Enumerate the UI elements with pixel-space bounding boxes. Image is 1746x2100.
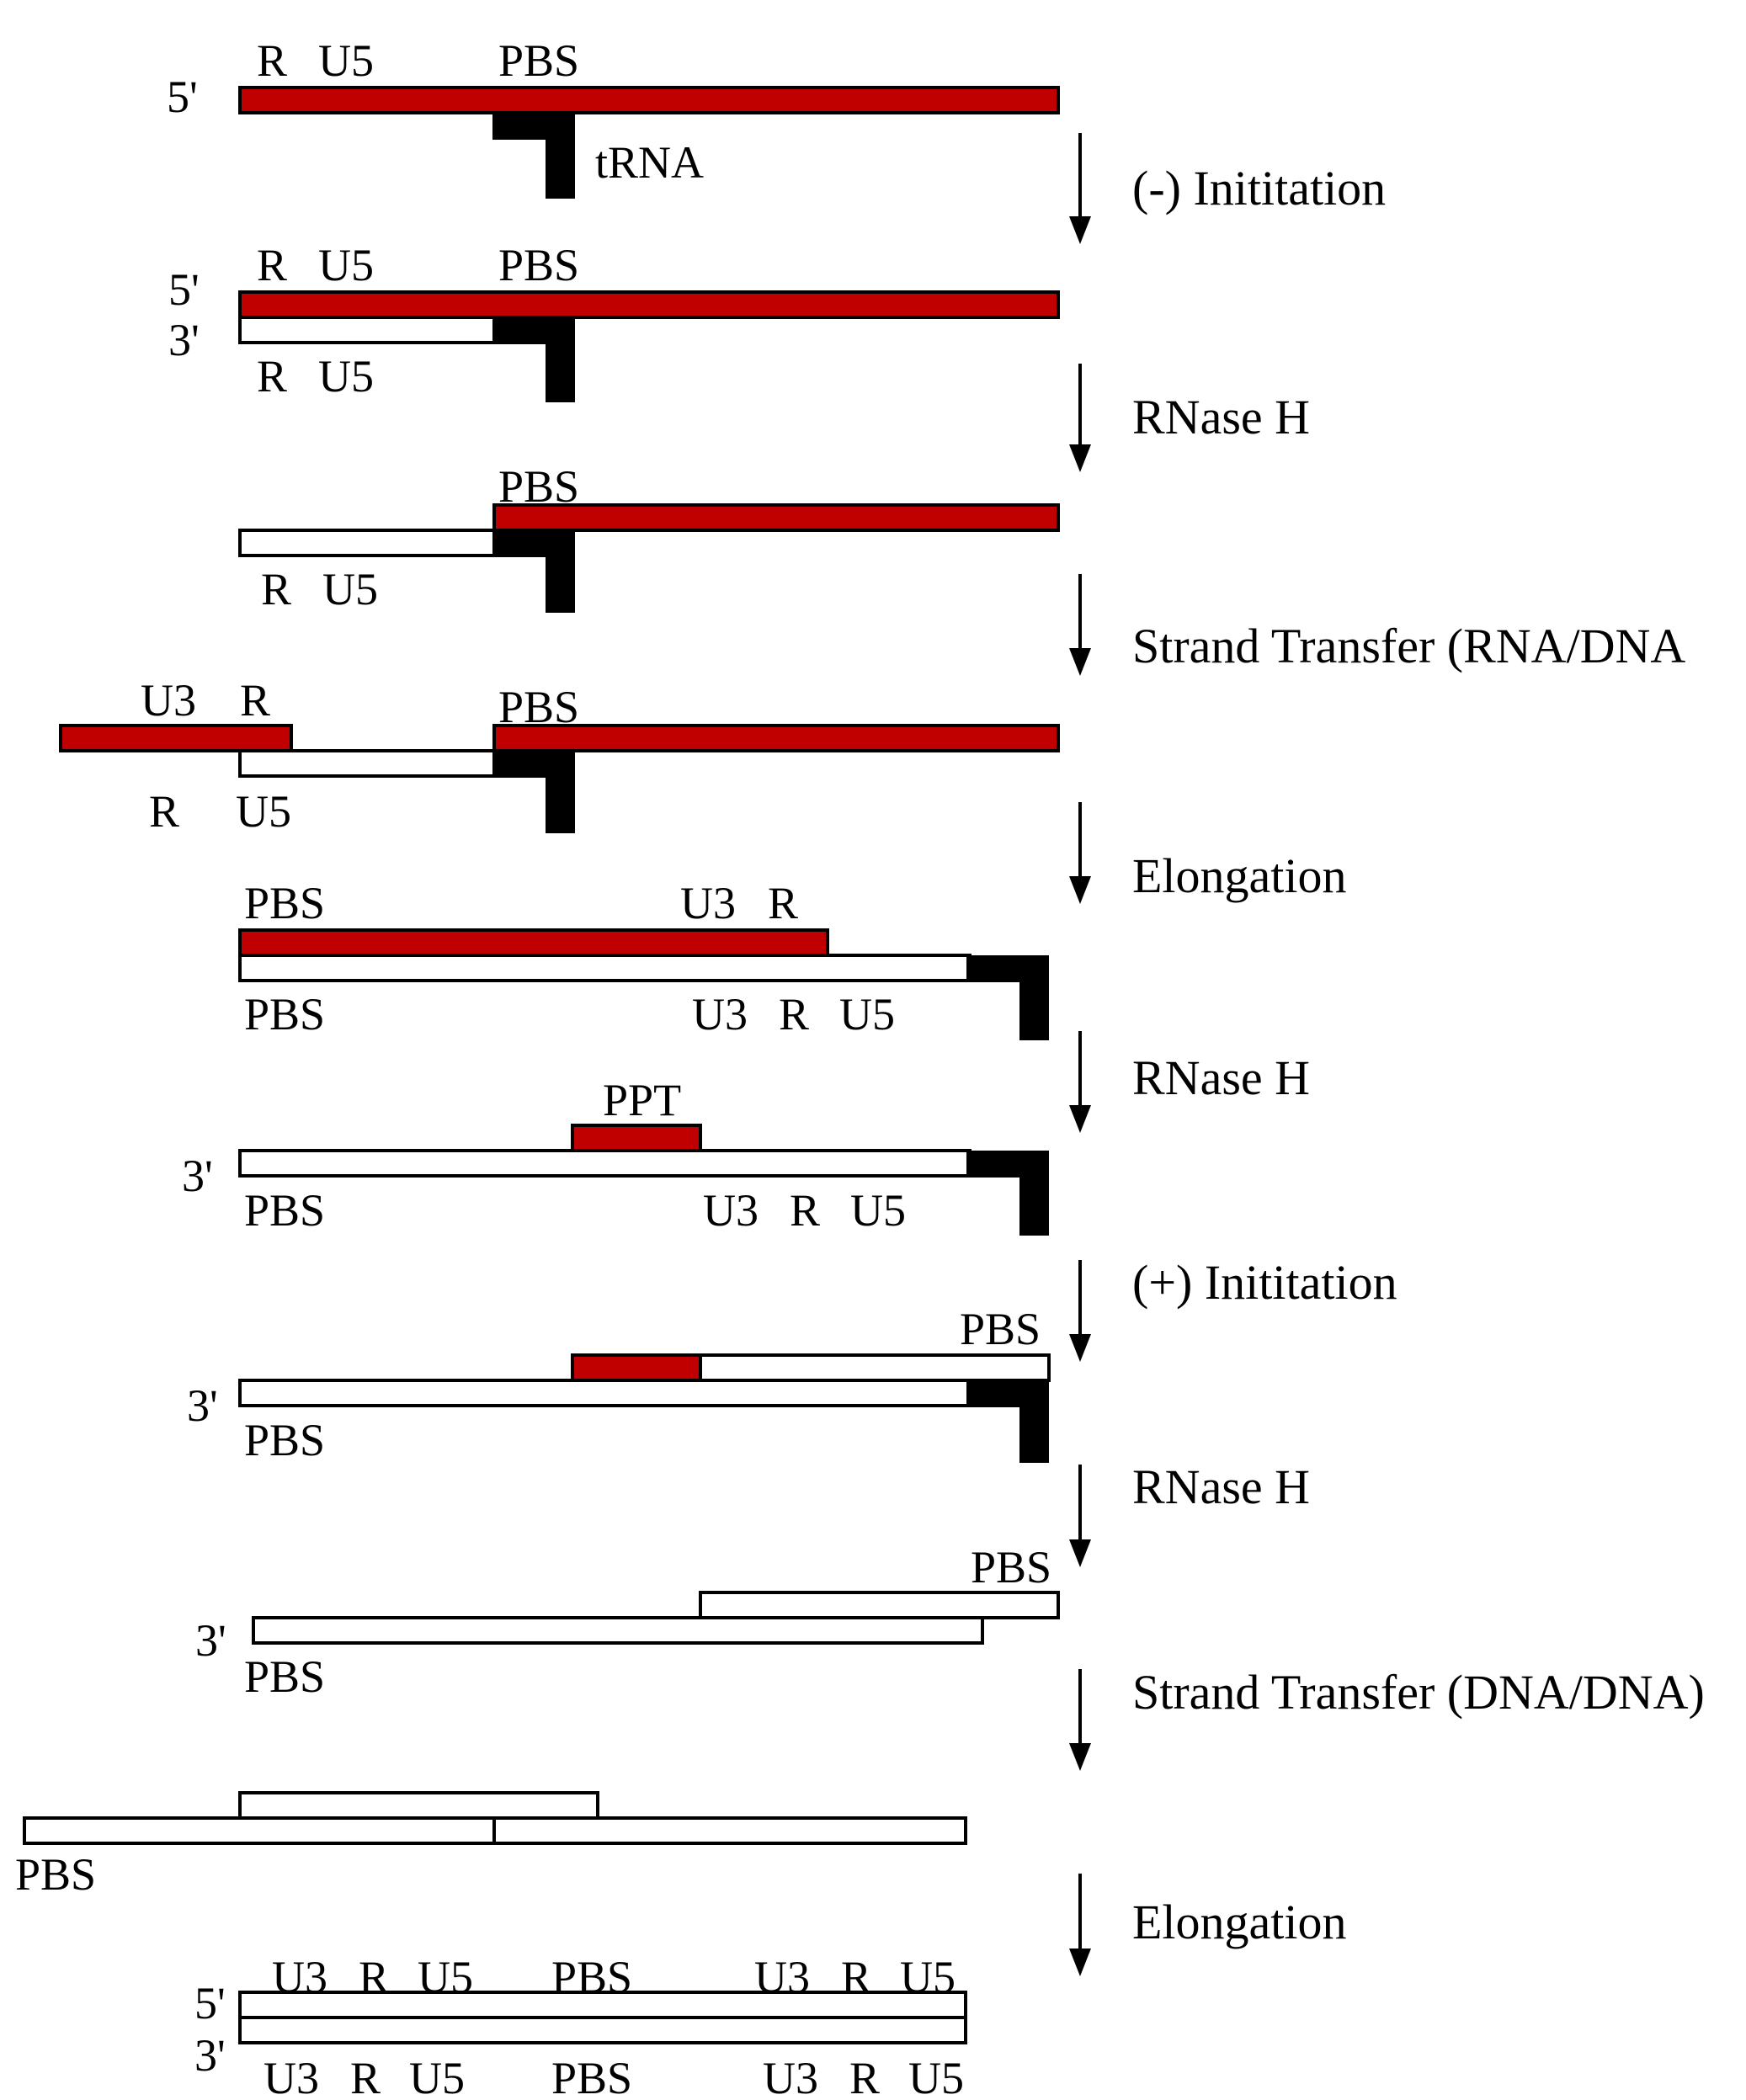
region-label-u5: U5 bbox=[236, 786, 291, 837]
region-label-pbs: PBS bbox=[498, 682, 580, 732]
trna-primer bbox=[966, 1380, 1049, 1463]
region-label-r: R bbox=[261, 564, 292, 614]
end-label-3prime: 3' bbox=[182, 1151, 213, 1201]
minus-strand-dna-right bbox=[494, 1818, 966, 1843]
region-label-u5: U5 bbox=[409, 2053, 465, 2100]
arrow-head bbox=[1069, 1948, 1091, 1976]
minus-strand-dna bbox=[240, 317, 496, 343]
step-label: RNase H bbox=[1132, 1050, 1311, 1105]
region-label-u5: U5 bbox=[318, 35, 374, 86]
region-label-pbs: PBS bbox=[244, 1415, 326, 1465]
step-1 bbox=[1069, 133, 1386, 244]
arrow-head bbox=[1069, 648, 1091, 676]
region-label-r: R bbox=[257, 240, 288, 290]
region-label-u3: U3 bbox=[272, 1952, 327, 2002]
region-label-pbs: PBS bbox=[15, 1849, 97, 1900]
ppt-rna-fragment bbox=[572, 1125, 700, 1151]
region-label-r: R bbox=[779, 989, 810, 1039]
arrow-head bbox=[1069, 1743, 1091, 1771]
plus-strand-dna bbox=[700, 1355, 1049, 1380]
rna-strand bbox=[240, 930, 828, 955]
end-label-5prime: 5' bbox=[194, 1978, 226, 2028]
ppt-rna-primer bbox=[572, 1355, 700, 1380]
region-label-r: R bbox=[240, 675, 271, 726]
region-label-pbs: PBS bbox=[244, 989, 326, 1039]
trna-primer bbox=[492, 317, 575, 402]
region-label-pbs: PBS bbox=[551, 1952, 633, 2002]
stage-9 bbox=[15, 1793, 966, 1900]
step-label: RNase H bbox=[1132, 1459, 1311, 1514]
step-6 bbox=[1069, 1255, 1397, 1362]
region-label-pbs: PBS bbox=[498, 240, 580, 290]
region-label-pbs: PBS bbox=[551, 2053, 633, 2100]
region-label-u5: U5 bbox=[318, 240, 374, 290]
step-label: Strand Transfer (RNA/DNA bbox=[1132, 619, 1686, 673]
step-label: RNase H bbox=[1132, 390, 1311, 444]
region-label-r: R bbox=[359, 1952, 390, 2002]
region-label-r: R bbox=[841, 1952, 872, 2002]
step-label: (-) Inititation bbox=[1132, 161, 1387, 215]
minus-strand-dna bbox=[253, 1618, 982, 1643]
minus-strand-dna bbox=[240, 2018, 966, 2043]
region-label-u3: U3 bbox=[754, 1952, 810, 2002]
step-label: (+) Inititation bbox=[1132, 1255, 1397, 1310]
rna-strand bbox=[240, 292, 1058, 317]
rna-3prime-end bbox=[61, 726, 291, 751]
region-label-u5: U5 bbox=[900, 1952, 956, 2002]
minus-strand-dna-left bbox=[24, 1818, 494, 1843]
stage-2 bbox=[168, 240, 1058, 402]
plus-strand-dna bbox=[700, 1592, 1058, 1618]
step-5 bbox=[1069, 1031, 1310, 1133]
end-label-5prime: 5' bbox=[168, 264, 200, 315]
end-label-3prime: 3' bbox=[168, 315, 200, 365]
end-label-3prime: 3' bbox=[187, 1380, 218, 1431]
trna-primer bbox=[492, 751, 575, 833]
end-label-3prime: 3' bbox=[195, 1615, 226, 1666]
region-label-pbs: PBS bbox=[244, 1651, 326, 1702]
minus-strand-dna bbox=[240, 955, 970, 981]
region-label-pbs: PBS bbox=[498, 461, 580, 512]
step-3 bbox=[1069, 574, 1685, 676]
region-label-pbs: PBS bbox=[244, 878, 326, 928]
region-label-pbs: PBS bbox=[960, 1304, 1041, 1354]
arrow-head bbox=[1069, 1539, 1091, 1567]
region-label-u3: U3 bbox=[692, 989, 748, 1039]
region-label-u5: U5 bbox=[850, 1185, 906, 1236]
region-label-r: R bbox=[790, 1185, 821, 1236]
stage-5 bbox=[240, 878, 1049, 1040]
arrow-head bbox=[1069, 876, 1091, 904]
region-label-u5: U5 bbox=[418, 1952, 473, 2002]
region-label-pbs: PBS bbox=[971, 1542, 1052, 1592]
step-9 bbox=[1069, 1874, 1347, 1976]
stage-1 bbox=[167, 35, 1058, 199]
region-label-r: R bbox=[257, 351, 288, 401]
trna-primer bbox=[492, 530, 575, 613]
step-4 bbox=[1069, 802, 1347, 904]
minus-strand-dna bbox=[240, 751, 496, 776]
region-label-r: R bbox=[350, 2053, 381, 2100]
minus-strand-dna bbox=[240, 1151, 970, 1176]
region-label-u3: U3 bbox=[763, 2053, 818, 2100]
arrow-head bbox=[1069, 1334, 1091, 1362]
step-2 bbox=[1069, 364, 1310, 472]
region-label-u5: U5 bbox=[839, 989, 895, 1039]
region-label-u3: U3 bbox=[703, 1185, 759, 1236]
end-label-5prime: 5' bbox=[167, 72, 198, 122]
region-label-pbs: PBS bbox=[498, 35, 580, 86]
arrow-head bbox=[1069, 444, 1091, 472]
trna-primer bbox=[492, 113, 575, 199]
region-label-r: R bbox=[149, 786, 180, 837]
stage-10 bbox=[194, 1952, 966, 2100]
step-label: Elongation bbox=[1132, 1895, 1347, 1949]
trna-label: tRNA bbox=[595, 137, 705, 188]
region-label-ppt: PPT bbox=[603, 1075, 682, 1125]
minus-strand-dna bbox=[240, 1380, 970, 1406]
region-label-u3: U3 bbox=[263, 2053, 319, 2100]
stage-4 bbox=[61, 675, 1058, 837]
region-label-r: R bbox=[257, 35, 288, 86]
step-8 bbox=[1069, 1665, 1705, 1771]
minus-strand-dna bbox=[240, 530, 496, 556]
region-label-u5: U5 bbox=[322, 564, 378, 614]
stage-7 bbox=[187, 1304, 1049, 1465]
stage-6 bbox=[182, 1075, 1049, 1236]
arrow-head bbox=[1069, 1105, 1091, 1133]
region-label-r: R bbox=[849, 2053, 881, 2100]
region-label-u5: U5 bbox=[908, 2053, 964, 2100]
end-label-3prime: 3' bbox=[194, 2030, 226, 2081]
trna-primer bbox=[966, 955, 1049, 1040]
stage-3 bbox=[240, 461, 1058, 614]
rna-strand bbox=[240, 88, 1058, 113]
arrow-head bbox=[1069, 216, 1091, 244]
step-7 bbox=[1069, 1459, 1310, 1567]
region-label-pbs: PBS bbox=[244, 1185, 326, 1236]
region-label-u3: U3 bbox=[680, 878, 736, 928]
stage-8 bbox=[195, 1542, 1058, 1702]
region-label-u5: U5 bbox=[318, 351, 374, 401]
plus-strand-dna bbox=[240, 1793, 598, 1818]
step-label: Elongation bbox=[1132, 848, 1347, 903]
trna-primer bbox=[966, 1151, 1049, 1236]
region-label-r: R bbox=[768, 878, 799, 928]
region-label-u3: U3 bbox=[141, 675, 196, 726]
step-label: Strand Transfer (DNA/DNA) bbox=[1132, 1665, 1705, 1720]
